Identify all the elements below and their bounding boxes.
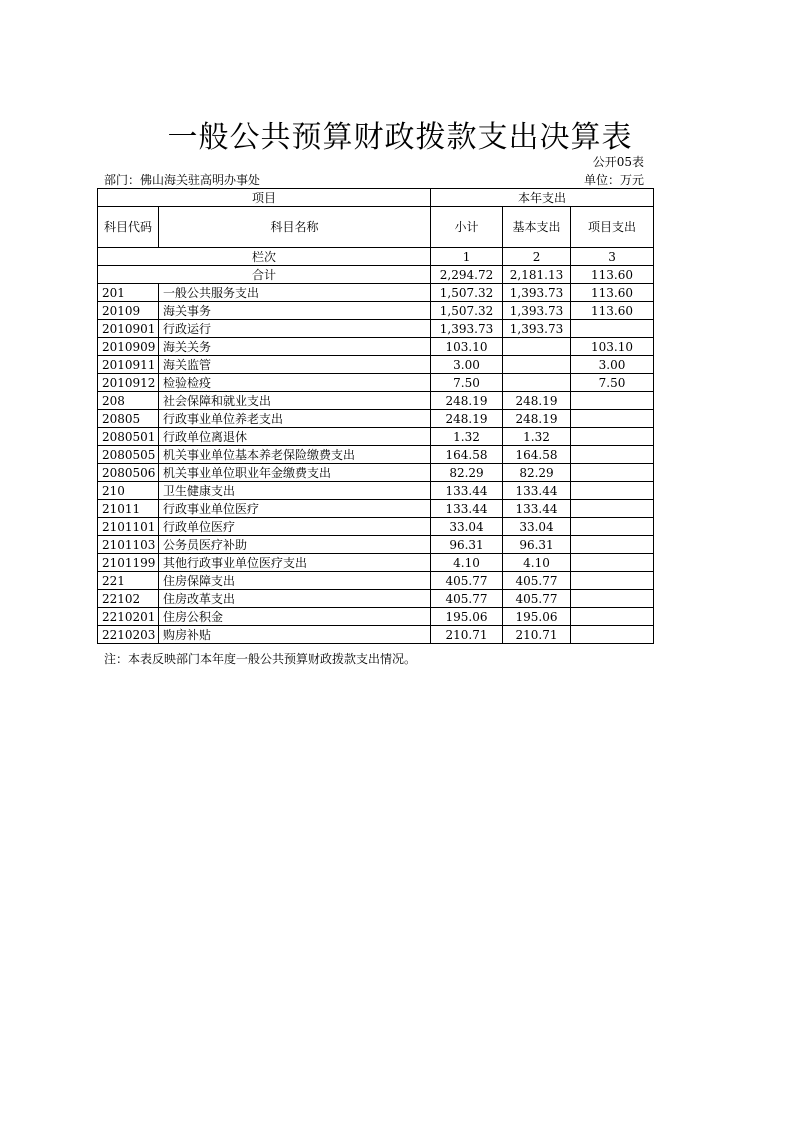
total-basic: 2,181.13 xyxy=(503,266,571,284)
footnote: 注：本表反映部门本年度一般公共预算财政拨款支出情况。 xyxy=(104,652,417,666)
column-index-3: 3 xyxy=(571,248,654,266)
row-subtotal: 405.77 xyxy=(431,572,503,590)
row-project xyxy=(571,518,654,536)
row-basic: 33.04 xyxy=(503,518,571,536)
row-project xyxy=(571,626,654,644)
row-code: 2101103 xyxy=(98,536,159,554)
column-index-row xyxy=(98,248,654,266)
header-project-expenditure: 项目支出 xyxy=(571,207,654,248)
row-subtotal: 103.10 xyxy=(431,338,503,356)
header-row-1 xyxy=(98,189,654,207)
row-subtotal: 1,507.32 xyxy=(431,284,503,302)
row-project: 113.60 xyxy=(571,284,654,302)
table-row xyxy=(98,608,654,626)
table-row xyxy=(98,626,654,644)
row-name: 海关事务 xyxy=(159,302,431,320)
row-code: 2010912 xyxy=(98,374,159,392)
row-basic: 248.19 xyxy=(503,410,571,428)
row-name: 住房保障支出 xyxy=(159,572,431,590)
row-name: 购房补贴 xyxy=(159,626,431,644)
row-subtotal: 133.44 xyxy=(431,500,503,518)
row-name: 其他行政事业单位医疗支出 xyxy=(159,554,431,572)
row-name: 海关监管 xyxy=(159,356,431,374)
row-project xyxy=(571,392,654,410)
row-project: 3.00 xyxy=(571,356,654,374)
header-subtotal: 小计 xyxy=(431,207,503,248)
row-code: 2080501 xyxy=(98,428,159,446)
row-name: 检验检疫 xyxy=(159,374,431,392)
row-code: 201 xyxy=(98,284,159,302)
row-code: 2210201 xyxy=(98,608,159,626)
row-code: 2080506 xyxy=(98,464,159,482)
row-basic: 1,393.73 xyxy=(503,302,571,320)
row-basic: 133.44 xyxy=(503,482,571,500)
row-subtotal: 1.32 xyxy=(431,428,503,446)
table-body xyxy=(98,284,654,644)
row-name: 行政事业单位养老支出 xyxy=(159,410,431,428)
column-index-label: 栏次 xyxy=(98,248,431,266)
table-row xyxy=(98,518,654,536)
row-subtotal: 7.50 xyxy=(431,374,503,392)
row-project xyxy=(571,410,654,428)
table-row xyxy=(98,320,654,338)
row-name: 行政运行 xyxy=(159,320,431,338)
row-subtotal: 4.10 xyxy=(431,554,503,572)
row-name: 海关关务 xyxy=(159,338,431,356)
page-title: 一般公共预算财政拨款支出决算表 xyxy=(167,120,633,155)
row-name: 社会保障和就业支出 xyxy=(159,392,431,410)
table-row xyxy=(98,410,654,428)
total-row xyxy=(98,266,654,284)
row-project: 7.50 xyxy=(571,374,654,392)
row-name: 卫生健康支出 xyxy=(159,482,431,500)
row-subtotal: 96.31 xyxy=(431,536,503,554)
row-project xyxy=(571,482,654,500)
row-code: 2010901 xyxy=(98,320,159,338)
row-basic: 164.58 xyxy=(503,446,571,464)
row-name: 机关事业单位基本养老保险缴费支出 xyxy=(159,446,431,464)
row-basic xyxy=(503,356,571,374)
form-number: 公开05表 xyxy=(592,155,644,169)
row-code: 208 xyxy=(98,392,159,410)
header-name: 科目名称 xyxy=(159,207,431,248)
row-basic: 1,393.73 xyxy=(503,284,571,302)
row-basic: 133.44 xyxy=(503,500,571,518)
row-name: 住房改革支出 xyxy=(159,590,431,608)
department-label: 部门：佛山海关驻高明办事处 xyxy=(104,173,261,187)
table-row xyxy=(98,554,654,572)
table-row xyxy=(98,536,654,554)
row-project xyxy=(571,536,654,554)
row-code: 2101199 xyxy=(98,554,159,572)
row-basic: 1,393.73 xyxy=(503,320,571,338)
row-project xyxy=(571,446,654,464)
row-project xyxy=(571,464,654,482)
row-code: 221 xyxy=(98,572,159,590)
row-code: 21011 xyxy=(98,500,159,518)
header-basic: 基本支出 xyxy=(503,207,571,248)
column-index-1: 1 xyxy=(431,248,503,266)
row-basic: 210.71 xyxy=(503,626,571,644)
row-project xyxy=(571,428,654,446)
row-subtotal: 3.00 xyxy=(431,356,503,374)
row-subtotal: 1,393.73 xyxy=(431,320,503,338)
row-code: 2080505 xyxy=(98,446,159,464)
row-name: 一般公共服务支出 xyxy=(159,284,431,302)
row-subtotal: 248.19 xyxy=(431,410,503,428)
row-subtotal: 210.71 xyxy=(431,626,503,644)
row-code: 2101101 xyxy=(98,518,159,536)
row-basic: 195.06 xyxy=(503,608,571,626)
row-subtotal: 1,507.32 xyxy=(431,302,503,320)
table-row xyxy=(98,284,654,302)
row-subtotal: 248.19 xyxy=(431,392,503,410)
expenditure-table xyxy=(97,188,654,644)
row-name: 机关事业单位职业年金缴费支出 xyxy=(159,464,431,482)
row-basic xyxy=(503,374,571,392)
row-name: 行政单位离退休 xyxy=(159,428,431,446)
row-project xyxy=(571,320,654,338)
row-code: 210 xyxy=(98,482,159,500)
row-project xyxy=(571,500,654,518)
row-project: 103.10 xyxy=(571,338,654,356)
row-subtotal: 133.44 xyxy=(431,482,503,500)
table-row xyxy=(98,482,654,500)
row-code: 2010911 xyxy=(98,356,159,374)
row-basic: 405.77 xyxy=(503,572,571,590)
row-subtotal: 33.04 xyxy=(431,518,503,536)
row-code: 20109 xyxy=(98,302,159,320)
row-subtotal: 82.29 xyxy=(431,464,503,482)
row-name: 行政事业单位医疗 xyxy=(159,500,431,518)
row-code: 2210203 xyxy=(98,626,159,644)
row-code: 20805 xyxy=(98,410,159,428)
row-project: 113.60 xyxy=(571,302,654,320)
total-subtotal: 2,294.72 xyxy=(431,266,503,284)
row-basic: 1.32 xyxy=(503,428,571,446)
row-basic: 96.31 xyxy=(503,536,571,554)
row-project xyxy=(571,572,654,590)
row-name: 公务员医疗补助 xyxy=(159,536,431,554)
row-code: 22102 xyxy=(98,590,159,608)
table-row xyxy=(98,590,654,608)
row-project xyxy=(571,608,654,626)
row-name: 行政单位医疗 xyxy=(159,518,431,536)
table-row xyxy=(98,392,654,410)
table-row xyxy=(98,428,654,446)
header-row-2 xyxy=(98,207,654,248)
total-project: 113.60 xyxy=(571,266,654,284)
row-basic: 4.10 xyxy=(503,554,571,572)
table-row xyxy=(98,374,654,392)
unit-label: 单位：万元 xyxy=(583,173,644,187)
row-project xyxy=(571,554,654,572)
table-row xyxy=(98,464,654,482)
table-row xyxy=(98,302,654,320)
table-row xyxy=(98,500,654,518)
row-project xyxy=(571,590,654,608)
row-subtotal: 164.58 xyxy=(431,446,503,464)
row-basic: 248.19 xyxy=(503,392,571,410)
header-current-year: 本年支出 xyxy=(431,189,654,207)
column-index-2: 2 xyxy=(503,248,571,266)
total-label: 合计 xyxy=(98,266,431,284)
header-project: 项目 xyxy=(98,189,431,207)
row-basic xyxy=(503,338,571,356)
row-subtotal: 195.06 xyxy=(431,608,503,626)
table-row xyxy=(98,338,654,356)
table-row xyxy=(98,446,654,464)
row-basic: 82.29 xyxy=(503,464,571,482)
row-code: 2010909 xyxy=(98,338,159,356)
header-code: 科目代码 xyxy=(98,207,159,248)
table-row xyxy=(98,572,654,590)
row-basic: 405.77 xyxy=(503,590,571,608)
table-row xyxy=(98,356,654,374)
row-name: 住房公积金 xyxy=(159,608,431,626)
row-subtotal: 405.77 xyxy=(431,590,503,608)
